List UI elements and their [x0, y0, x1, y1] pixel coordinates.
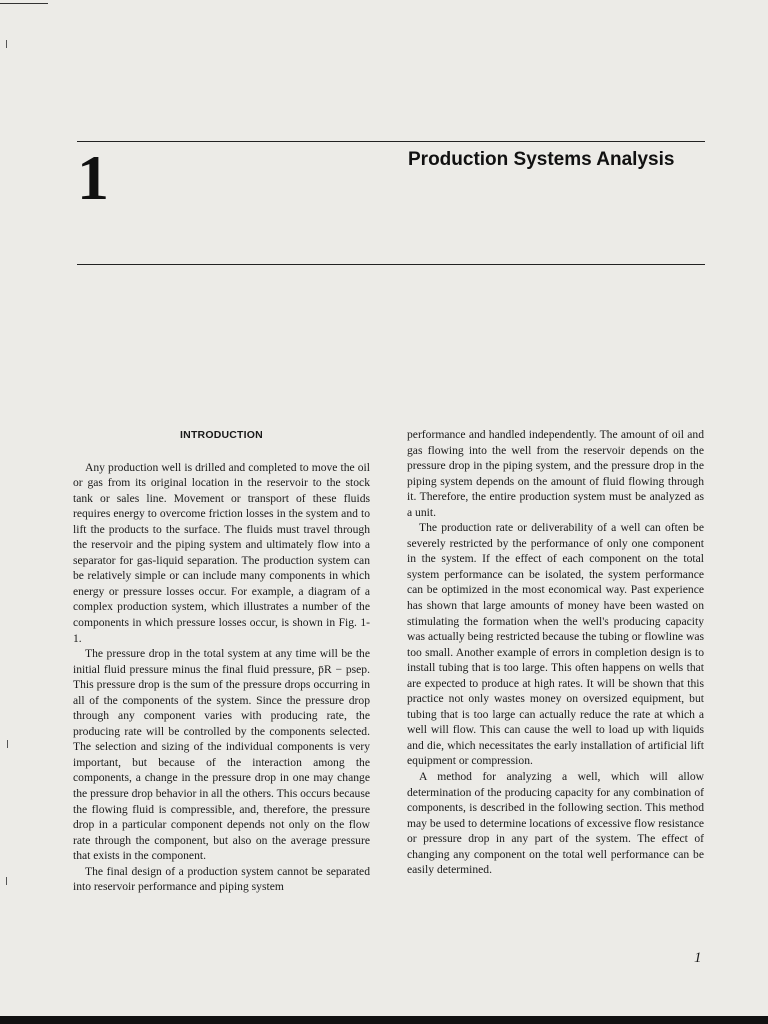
header-rule-top [77, 141, 705, 142]
page-number: 1 [694, 950, 702, 966]
scan-bottom-band [0, 1016, 768, 1024]
scan-edge-mark [6, 877, 7, 885]
paragraph: performance and handled independently. The amount of oil and gas flowing into the well from the reservoir depends on the pressure drop in the piping system, and the pressure drop in the piping system depends on the amount of fluid flowing through it. Therefore, the entire production system must be analyzed as a unit. [407, 428, 704, 519]
header-rule-bottom [77, 264, 705, 265]
scan-corner-mark [0, 3, 48, 4]
section-heading: INTRODUCTION [180, 429, 263, 441]
paragraph: The final design of a production system cannot be separated into reservoir performance and piping system [73, 864, 370, 894]
chapter-title: Production Systems Analysis [408, 149, 675, 170]
scan-edge-mark [6, 40, 7, 48]
paragraph: The pressure drop in the total system at any time will be the initial fluid pressure minus the final fluid pressure, p̄R − psep. This pressure drop is the sum of the pressure drops occurring in all of the components of the system. Since the pressure drop through any component varies with producing rate, the producing rate will be controlled by the components selected. The selection and sizing of the individual components is very important, but because of the interaction among the components, a change in the pressure drop in one may change the pressure drop behavior in all the others. This occurs because the flowing fluid is compressible, and, therefore, the pressure drop in a particular component depends not only on the flow rate through the component, but also on the average pressure that exists in the component. [73, 647, 370, 863]
paragraph: Any production well is drilled and completed to move the oil or gas from its original location in the reservoir to the stock tank or sales line. Movement or transport of these fluids requires energy to overcome friction losses in the system and to lift the products to the surface. The fluids must travel through the reservoir and the piping system and ultimately flow into a separator for gas-liquid separation. The production system can be relatively simple or can include many components in which energy or pressure losses occur. For example, a diagram of a complex production system, which illustrates a number of the components in which pressure losses occur, is shown in Fig. 1-1. [73, 460, 370, 645]
paragraph: A method for analyzing a well, which will allow determination of the producing capacity for any combination of components, is described in the following section. This method may be used to determine locations of excessive flow resistance or pressure drop in any part of the system. The effect of changing any component on the total well performance can be easily determined. [407, 770, 704, 877]
chapter-number: 1 [77, 142, 109, 213]
scan-edge-mark [7, 740, 8, 748]
paragraph: The production rate or deliverability of a well can often be severely restricted by the performance of only one component in the system. If the effect of each component on the total system performance can be isolated, the system performance can be optimized in the most economical way. Past experience has shown that large amounts of money have been wasted on stimulating the formation when the well's producing capacity was actually being restricted because the tubing or flowline was too small. Another example of errors in completion design is to install tubing that is too large. This often happens on wells that are expected to produce at high rates. It will be shown that this practice not only wastes money on oversized equipment, but tubing that is too large can actually reduce the rate at which a well will flow. This can cause the well to load up with liquids and die, which necessitates the early installation of artificial lift equipment or compression. [407, 521, 704, 768]
left-column [73, 428, 370, 895]
right-column [407, 427, 704, 878]
